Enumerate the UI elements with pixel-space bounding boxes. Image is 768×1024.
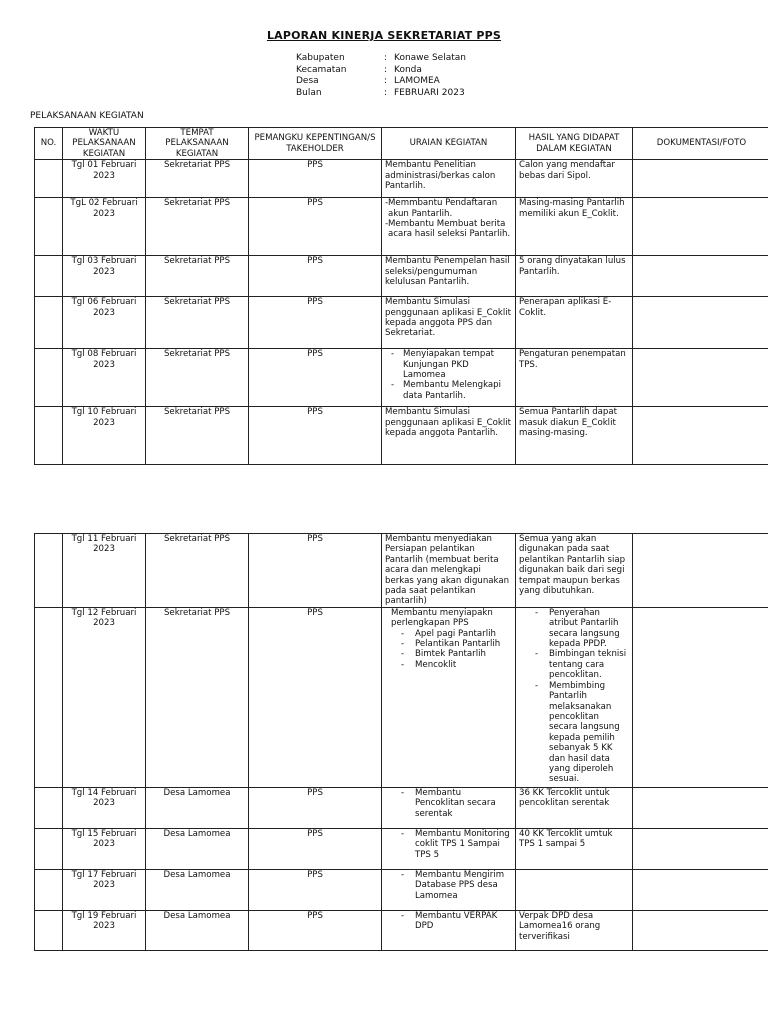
cell-hasil: Semua yang akan digunakan pada saat pelantikan Pantarlih siap digunakan baik dari segi tempat maupun berkas yang dibutuhkan. (516, 534, 633, 608)
cell-hasil: Penerapan aplikasi E-Coklit. (516, 297, 633, 349)
table-row (35, 910, 768, 950)
cell-uraian (382, 607, 516, 787)
list-item: - Membantu Melengkapi data Pantarlih. (403, 380, 512, 401)
cell-hasil: Pengaturan penempatan TPS. (516, 349, 633, 407)
cell-tempat: Sekretariat PPS (146, 297, 249, 349)
cell-uraian (382, 349, 516, 407)
cell-hasil (516, 607, 633, 787)
cell-dokumentasi (633, 160, 768, 198)
cell-tempat: Sekretariat PPS (146, 160, 249, 198)
cell-dokumentasi (633, 349, 768, 407)
meta-key: Kecamatan (296, 64, 347, 75)
cell-uraian (382, 787, 516, 828)
cell-no (35, 828, 63, 869)
meta-row (296, 76, 466, 88)
list-item: - Membantu Monitoring coklit TPS 1 Sampai TPS 5 (415, 829, 512, 860)
uraian-list (385, 911, 512, 932)
uraian-list (385, 349, 512, 401)
cell-pemangku: PPS (249, 297, 382, 349)
section-label: PELAKSANAAN KEGIATAN (30, 111, 144, 121)
header-uraian: URAIAN KEGIATAN (382, 128, 516, 160)
table-row (35, 828, 768, 869)
cell-dokumentasi (633, 198, 768, 256)
cell-hasil: 36 KK Tercoklit untuk pencoklitan serentak (516, 787, 633, 828)
header-dokumentasi: DOKUMENTASI/FOTO (633, 128, 768, 160)
header-tempat: TEMPAT PELAKSANAAN KEGIATAN (146, 128, 249, 160)
cell-hasil (516, 869, 633, 910)
cell-pemangku: PPS (249, 534, 382, 608)
table-row (35, 349, 768, 407)
cell-pemangku: PPS (249, 349, 382, 407)
table-row (35, 160, 768, 198)
cell-dokumentasi (633, 787, 768, 828)
meta-value: Konda (394, 64, 422, 75)
cell-pemangku: PPS (249, 198, 382, 256)
cell-tempat: Desa Lamomea (146, 828, 249, 869)
cell-pemangku: PPS (249, 910, 382, 950)
cell-dokumentasi (633, 607, 768, 787)
meta-row (296, 88, 466, 100)
list-item: - Apel pagi Pantarlih (415, 629, 512, 639)
table-row (35, 607, 768, 787)
uraian-list (385, 788, 512, 819)
report-meta (296, 53, 466, 99)
cell-tempat: Desa Lamomea (146, 787, 249, 828)
cell-dokumentasi (633, 910, 768, 950)
list-item: - Penyerahan atribut Pantarlih secara langsung kepada PPDP. (549, 608, 629, 650)
cell-uraian (382, 828, 516, 869)
table-row (35, 407, 768, 465)
meta-key: Kabupaten (296, 53, 345, 63)
table-row (35, 256, 768, 297)
cell-waktu: Tgl 17 Februari 2023 (63, 869, 146, 910)
header-no: NO. (35, 128, 63, 160)
meta-sep: : (384, 87, 388, 98)
uraian-list (385, 829, 512, 860)
cell-uraian: Membantu Penelitian administrasi/berkas calon Pantarlih. (382, 160, 516, 198)
cell-dokumentasi (633, 869, 768, 910)
header-hasil: HASIL YANG DIDAPAT DALAM KEGIATAN (516, 128, 633, 160)
cell-tempat: Desa Lamomea (146, 910, 249, 950)
cell-uraian: Membantu Simulasi penggunaan aplikasi E_Coklit kepada anggota Pantarlih. (382, 407, 516, 465)
table-row (35, 869, 768, 910)
table-header-row (35, 128, 768, 160)
cell-pemangku: PPS (249, 256, 382, 297)
cell-no (35, 256, 63, 297)
cell-no (35, 869, 63, 910)
list-item: - Mencoklit (415, 660, 512, 670)
cell-pemangku: PPS (249, 160, 382, 198)
cell-no (35, 910, 63, 950)
cell-dokumentasi (633, 828, 768, 869)
cell-dokumentasi (633, 256, 768, 297)
cell-hasil: Masing-masing Pantarlih memiliki akun E_Coklit. (516, 198, 633, 256)
table-row (35, 297, 768, 349)
cell-pemangku: PPS (249, 828, 382, 869)
cell-no (35, 607, 63, 787)
cell-waktu: Tgl 14 Februari 2023 (63, 787, 146, 828)
activity-table-2 (34, 533, 768, 951)
cell-waktu: Tgl 08 Februari 2023 (63, 349, 146, 407)
cell-waktu: Tgl 12 Februari 2023 (63, 607, 146, 787)
cell-dokumentasi (633, 534, 768, 608)
cell-pemangku: PPS (249, 869, 382, 910)
cell-no (35, 407, 63, 465)
cell-uraian (382, 198, 516, 256)
uraian-list (385, 629, 512, 671)
cell-waktu: Tgl 15 Februari 2023 (63, 828, 146, 869)
meta-row (296, 65, 466, 77)
list-item: - Bimbingan teknisi tentang cara pencoklitan. (549, 649, 629, 680)
table-row (35, 787, 768, 828)
list-item: - Memmbantu Pendaftaran akun Pantarlih. (388, 198, 512, 219)
list-item: - Membimbing Pantarlih melaksanakan pencoklitan secara langsung kepada pemilih sebanyak 5 KK dan hasil data yang diperoleh sesuai. (549, 681, 629, 785)
cell-uraian (382, 910, 516, 950)
cell-uraian: Membantu Penempelan hasil seleksi/pengumuman kelulusan Pantarlih. (382, 256, 516, 297)
meta-value: FEBRUARI 2023 (394, 87, 465, 98)
cell-no (35, 787, 63, 828)
cell-hasil: Verpak DPD desa Lamomea16 orang terverifikasi (516, 910, 633, 950)
table-row (35, 534, 768, 608)
uraian-lead: Membantu menyiapakn perlengkapan PPS (391, 607, 493, 629)
report-title: LAPORAN KINERJA SEKRETARIAT PPS (266, 29, 502, 42)
uraian-list (385, 870, 512, 901)
cell-uraian (382, 869, 516, 910)
cell-tempat: Desa Lamomea (146, 869, 249, 910)
cell-waktu: Tgl 03 Februari 2023 (63, 256, 146, 297)
list-item: - Membantu VERPAK DPD (415, 911, 512, 932)
meta-sep: : (384, 76, 388, 86)
hasil-list (519, 608, 629, 785)
meta-value: LAMOMEA (394, 76, 440, 86)
cell-no (35, 160, 63, 198)
cell-no (35, 534, 63, 608)
cell-waktu: TgL 02 Februari 2023 (63, 198, 146, 256)
cell-waktu: Tgl 01 Februari 2023 (63, 160, 146, 198)
cell-hasil: Calon yang mendaftar bebas dari Sipol. (516, 160, 633, 198)
list-item: - Bimtek Pantarlih (415, 649, 512, 659)
cell-no (35, 297, 63, 349)
header-waktu: WAKTU PELAKSANAAN KEGIATAN (63, 128, 146, 160)
cell-dokumentasi (633, 297, 768, 349)
cell-hasil: Semua Pantarlih dapat masuk diakun E_Coklit masing-masing. (516, 407, 633, 465)
list-item: - Membantu Pencoklitan secara serentak (415, 788, 512, 819)
meta-value: Konawe Selatan (394, 53, 466, 63)
meta-key: Bulan (296, 87, 322, 98)
cell-waktu: Tgl 11 Februari 2023 (63, 534, 146, 608)
cell-waktu: Tgl 06 Februari 2023 (63, 297, 146, 349)
cell-hasil: 40 KK Tercoklit umtuk TPS 1 sampai 5 (516, 828, 633, 869)
cell-pemangku: PPS (249, 787, 382, 828)
meta-row (296, 53, 466, 65)
meta-sep: : (384, 64, 388, 75)
list-item: - Pelantikan Pantarlih (415, 639, 512, 649)
cell-waktu: Tgl 19 Februari 2023 (63, 910, 146, 950)
cell-uraian: Membantu menyediakan Persiapan pelantikan Pantarlih (membuat berita acara dan melengkapi berkas yang akan digunakan pada saat pelantikan pantarlih) (382, 534, 516, 608)
cell-pemangku: PPS (249, 407, 382, 465)
cell-no (35, 198, 63, 256)
uraian-list (385, 198, 512, 240)
cell-tempat: Sekretariat PPS (146, 407, 249, 465)
list-item: - Membantu Membuat berita acara hasil seleksi Pantarlih. (388, 219, 512, 240)
list-item: - Membantu Mengirim Database PPS desa Lamomea (415, 870, 512, 901)
meta-key: Desa (296, 76, 319, 86)
list-item: - Menyiapakan tempat Kunjungan PKD Lamomea (403, 349, 512, 380)
cell-tempat: Sekretariat PPS (146, 534, 249, 608)
cell-tempat: Sekretariat PPS (146, 349, 249, 407)
cell-tempat: Sekretariat PPS (146, 198, 249, 256)
cell-hasil: 5 orang dinyatakan lulus Pantarlih. (516, 256, 633, 297)
table-row (35, 198, 768, 256)
cell-uraian: Membantu Simulasi penggunaan aplikasi E_Coklit kepada anggota PPS dan Sekretariat. (382, 297, 516, 349)
activity-table-1 (34, 127, 768, 465)
cell-no (35, 349, 63, 407)
meta-sep: : (384, 53, 388, 63)
header-pemangku: PEMANGKU KEPENTINGAN/STAKEHOLDER (249, 128, 382, 160)
cell-waktu: Tgl 10 Februari 2023 (63, 407, 146, 465)
cell-tempat: Sekretariat PPS (146, 256, 249, 297)
cell-dokumentasi (633, 407, 768, 465)
cell-pemangku: PPS (249, 607, 382, 787)
cell-tempat: Sekretariat PPS (146, 607, 249, 787)
